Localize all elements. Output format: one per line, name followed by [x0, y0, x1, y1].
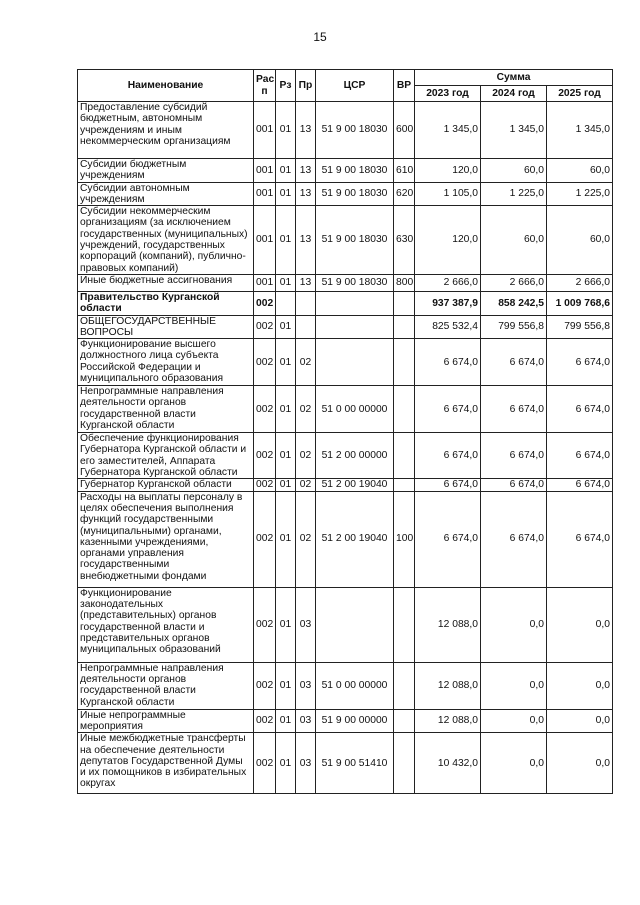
- table-cell-2023: 120,0: [415, 159, 481, 183]
- table-cell-pr: 13: [296, 159, 316, 183]
- table-cell-name: ОБЩЕГОСУДАРСТВЕННЫЕ ВОПРОСЫ: [78, 315, 254, 339]
- table-cell-2023: 937 387,9: [415, 291, 481, 315]
- table-cell-rz: 01: [276, 206, 296, 275]
- table-cell-name: Обеспечение функционирования Губернатора Курганской области и его заместителей, Аппарата Губернатора Курганской области: [78, 433, 254, 479]
- table-cell-2023: 12 088,0: [415, 662, 481, 709]
- table-cell-vr: 600: [394, 102, 415, 159]
- table-cell-pr: [296, 315, 316, 339]
- table-cell-name: Губернатор Курганской области: [78, 479, 254, 491]
- table-row: [78, 291, 613, 315]
- table-cell-2024: 0,0: [481, 662, 547, 709]
- table-cell-csr: 51 2 00 19040: [316, 479, 394, 491]
- table-row: [78, 274, 613, 291]
- table-row: [78, 386, 613, 433]
- table-cell-2024: 6 674,0: [481, 339, 547, 386]
- table-cell-pr: 03: [296, 587, 316, 662]
- table-cell-vr: [394, 315, 415, 339]
- table-cell-rz: 01: [276, 709, 296, 733]
- table-cell-2024: 858 242,5: [481, 291, 547, 315]
- table-cell-csr: [316, 587, 394, 662]
- table-cell-pr: 03: [296, 709, 316, 733]
- table-cell-vr: [394, 479, 415, 491]
- table-cell-ras: 002: [254, 386, 276, 433]
- table-cell-2024: 60,0: [481, 206, 547, 275]
- table-cell-2025: 6 674,0: [547, 386, 613, 433]
- table-cell-2025: 0,0: [547, 587, 613, 662]
- table-cell-vr: [394, 433, 415, 479]
- table-cell-2025: 60,0: [547, 206, 613, 275]
- table-cell-pr: 13: [296, 274, 316, 291]
- table-cell-csr: 51 2 00 19040: [316, 491, 394, 587]
- table-cell-pr: 13: [296, 206, 316, 275]
- table-cell-csr: [316, 291, 394, 315]
- table-cell-rz: 01: [276, 479, 296, 491]
- table-cell-vr: [394, 587, 415, 662]
- table-cell-name: Непрограммные направления деятельности органов государственной власти Курганской области: [78, 386, 254, 433]
- table-cell-name: Правительство Курганской области: [78, 291, 254, 315]
- table-cell-vr: [394, 733, 415, 794]
- table-cell-2024: 799 556,8: [481, 315, 547, 339]
- table-cell-2025: 0,0: [547, 733, 613, 794]
- table-cell-2023: 6 674,0: [415, 386, 481, 433]
- table-cell-2023: 12 088,0: [415, 587, 481, 662]
- table-cell-csr: 51 9 00 18030: [316, 182, 394, 206]
- table-cell-csr: 51 9 00 18030: [316, 159, 394, 183]
- table-cell-name: Субсидии бюджетным учреждениям: [78, 159, 254, 183]
- table-cell-csr: 51 9 00 51410: [316, 733, 394, 794]
- table-cell-name: Иные непрограммные мероприятия: [78, 709, 254, 733]
- table-cell-rz: 01: [276, 102, 296, 159]
- table-cell-vr: [394, 339, 415, 386]
- table-cell-ras: 002: [254, 491, 276, 587]
- header-pr: Пр: [296, 70, 316, 102]
- table-cell-2025: 0,0: [547, 709, 613, 733]
- header-csr: ЦСР: [316, 70, 394, 102]
- table-cell-name: Субсидии автономным учреждениям: [78, 182, 254, 206]
- table-cell-ras: 001: [254, 206, 276, 275]
- table-cell-rz: 01: [276, 587, 296, 662]
- table-cell-vr: [394, 291, 415, 315]
- table-cell-vr: [394, 662, 415, 709]
- table-cell-2025: 2 666,0: [547, 274, 613, 291]
- table-cell-csr: 51 9 00 18030: [316, 206, 394, 275]
- table-cell-2023: 6 674,0: [415, 339, 481, 386]
- table-cell-ras: 002: [254, 733, 276, 794]
- table-cell-name: Субсидии некоммерческим организациям (за исключением государственных (муниципальных) учреждений, государственных корпораций (компаний), публично-правовых компаний): [78, 206, 254, 275]
- table-cell-name: Иные межбюджетные трансферты на обеспечение деятельности депутатов Государственной Думы и их помощников в избирательных округах: [78, 733, 254, 794]
- table-cell-name: Расходы на выплаты персоналу в целях обеспечения выполнения функций государственными (муниципальными) органами, казенными учреждениями, органами управления государственными внебюджетными фондами: [78, 491, 254, 587]
- table-cell-vr: 100: [394, 491, 415, 587]
- budget-table: [77, 69, 613, 794]
- table-cell-ras: 001: [254, 182, 276, 206]
- table-cell-2025: 1 225,0: [547, 182, 613, 206]
- table-cell-pr: 02: [296, 491, 316, 587]
- table-cell-ras: 001: [254, 102, 276, 159]
- table-cell-2024: 6 674,0: [481, 479, 547, 491]
- table-cell-rz: 01: [276, 315, 296, 339]
- table-cell-2025: 799 556,8: [547, 315, 613, 339]
- table-cell-pr: 02: [296, 386, 316, 433]
- table-cell-ras: 002: [254, 662, 276, 709]
- table-cell-name: Предоставление субсидий бюджетным, автономным учреждениям и иным некоммерческим организациям: [78, 102, 254, 159]
- table-cell-2025: 6 674,0: [547, 339, 613, 386]
- header-sum: Сумма: [415, 70, 613, 86]
- table-cell-vr: 630: [394, 206, 415, 275]
- table-cell-ras: 001: [254, 159, 276, 183]
- table-cell-csr: 51 9 00 18030: [316, 102, 394, 159]
- table-cell-2025: 1 345,0: [547, 102, 613, 159]
- table-cell-csr: 51 2 00 00000: [316, 433, 394, 479]
- header-vr: ВР: [394, 70, 415, 102]
- table-row: [78, 339, 613, 386]
- table-cell-vr: 800: [394, 274, 415, 291]
- header-2024: 2024 год: [481, 86, 547, 102]
- table-cell-csr: 51 9 00 18030: [316, 274, 394, 291]
- table-cell-2023: 6 674,0: [415, 433, 481, 479]
- table-row: [78, 491, 613, 587]
- table-cell-2025: 6 674,0: [547, 479, 613, 491]
- table-cell-2024: 0,0: [481, 733, 547, 794]
- table-cell-rz: 01: [276, 733, 296, 794]
- table-row: [78, 733, 613, 794]
- table-cell-vr: [394, 386, 415, 433]
- table-cell-2023: 120,0: [415, 206, 481, 275]
- table-row: [78, 159, 613, 183]
- table-cell-2025: 0,0: [547, 662, 613, 709]
- table-cell-rz: 01: [276, 274, 296, 291]
- table-row: [78, 662, 613, 709]
- table-cell-rz: 01: [276, 491, 296, 587]
- table-cell-vr: 610: [394, 159, 415, 183]
- table-body: [78, 102, 613, 794]
- table-cell-pr: 02: [296, 433, 316, 479]
- table-cell-rz: 01: [276, 386, 296, 433]
- table-cell-rz: 01: [276, 182, 296, 206]
- table-cell-ras: 002: [254, 709, 276, 733]
- table-cell-2023: 6 674,0: [415, 491, 481, 587]
- header-2023: 2023 год: [415, 86, 481, 102]
- table-cell-vr: 620: [394, 182, 415, 206]
- table-row: [78, 206, 613, 275]
- table-cell-2024: 6 674,0: [481, 386, 547, 433]
- table-cell-ras: 002: [254, 479, 276, 491]
- table-cell-2023: 2 666,0: [415, 274, 481, 291]
- table-cell-name: Функционирование законодательных (представительных) органов государственной власти и представительных органов муниципальных образований: [78, 587, 254, 662]
- table-cell-pr: 02: [296, 339, 316, 386]
- header-ras: Рас п: [254, 70, 276, 102]
- table-cell-2024: 0,0: [481, 709, 547, 733]
- table-cell-csr: 51 0 00 00000: [316, 662, 394, 709]
- table-cell-pr: 13: [296, 102, 316, 159]
- table-cell-ras: 002: [254, 433, 276, 479]
- table-cell-rz: 01: [276, 339, 296, 386]
- table-cell-2025: 6 674,0: [547, 491, 613, 587]
- table-cell-ras: 001: [254, 274, 276, 291]
- table-row: [78, 479, 613, 491]
- table-cell-2024: 2 666,0: [481, 274, 547, 291]
- table-cell-2024: 6 674,0: [481, 433, 547, 479]
- table-cell-2024: 0,0: [481, 587, 547, 662]
- table-cell-2025: 1 009 768,6: [547, 291, 613, 315]
- table-row: [78, 587, 613, 662]
- table-cell-2024: 6 674,0: [481, 491, 547, 587]
- table-cell-rz: 01: [276, 433, 296, 479]
- table-cell-2024: 1 345,0: [481, 102, 547, 159]
- table-cell-2023: 825 532,4: [415, 315, 481, 339]
- table-cell-name: Непрограммные направления деятельности органов государственной власти Курганской области: [78, 662, 254, 709]
- page-number: 15: [313, 30, 327, 44]
- table-row: [78, 102, 613, 159]
- table-cell-ras: 002: [254, 315, 276, 339]
- table-cell-rz: 01: [276, 159, 296, 183]
- table-cell-2025: 6 674,0: [547, 433, 613, 479]
- table-cell-pr: 03: [296, 733, 316, 794]
- table-cell-pr: 03: [296, 662, 316, 709]
- table-cell-2025: 60,0: [547, 159, 613, 183]
- table-cell-2023: 10 432,0: [415, 733, 481, 794]
- table-cell-2023: 6 674,0: [415, 479, 481, 491]
- table-row: [78, 315, 613, 339]
- table-cell-pr: 13: [296, 182, 316, 206]
- header-rz: Рз: [276, 70, 296, 102]
- table-cell-rz: [276, 291, 296, 315]
- table-cell-name: Функционирование высшего должностного лица субъекта Российской Федерации и муниципального образования: [78, 339, 254, 386]
- table-cell-2023: 1 345,0: [415, 102, 481, 159]
- table-cell-ras: 002: [254, 291, 276, 315]
- table-cell-rz: 01: [276, 662, 296, 709]
- table-row: [78, 182, 613, 206]
- header-2025: 2025 год: [547, 86, 613, 102]
- table-cell-ras: 002: [254, 339, 276, 386]
- header-name: Наименование: [78, 70, 254, 102]
- table-cell-2023: 1 105,0: [415, 182, 481, 206]
- table-cell-2024: 60,0: [481, 159, 547, 183]
- table-cell-pr: [296, 291, 316, 315]
- table-cell-csr: 51 0 00 00000: [316, 386, 394, 433]
- table-row: [78, 433, 613, 479]
- table-cell-2024: 1 225,0: [481, 182, 547, 206]
- table-cell-name: Иные бюджетные ассигнования: [78, 274, 254, 291]
- table-cell-csr: 51 9 00 00000: [316, 709, 394, 733]
- table-cell-pr: 02: [296, 479, 316, 491]
- table-cell-vr: [394, 709, 415, 733]
- table-cell-ras: 002: [254, 587, 276, 662]
- table-cell-2023: 12 088,0: [415, 709, 481, 733]
- table-cell-csr: [316, 339, 394, 386]
- table-cell-csr: [316, 315, 394, 339]
- table-row: [78, 709, 613, 733]
